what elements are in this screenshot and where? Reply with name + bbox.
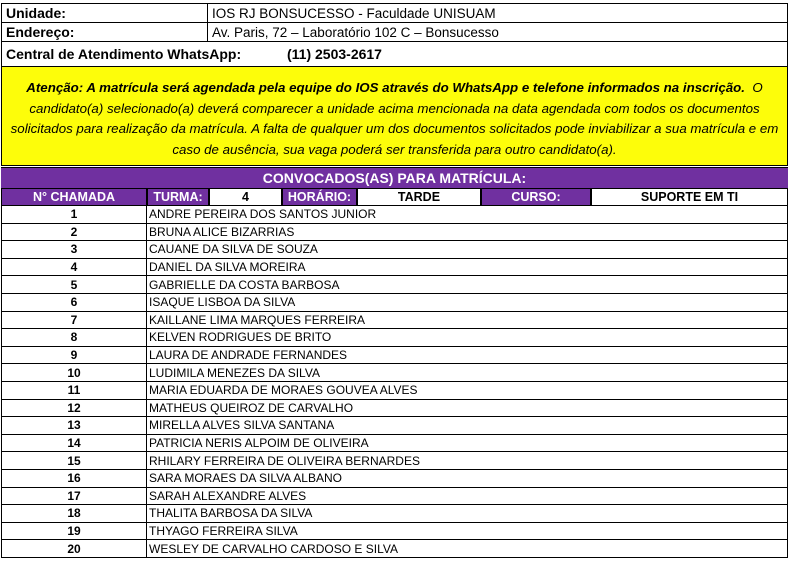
horario-value: TARDE [357, 188, 481, 206]
endereco-value: Av. Paris, 72 – Laboratório 102 C – Bonsucesso [212, 24, 499, 40]
call-number: 16 [1, 470, 147, 488]
call-number: 14 [1, 435, 147, 453]
table-row [1, 505, 788, 523]
table-row [1, 470, 788, 488]
candidate-name: KELVEN RODRIGUES DE BRITO [147, 329, 788, 347]
table-row [1, 276, 788, 294]
curso-label: CURSO: [481, 188, 591, 206]
candidate-name: MIRELLA ALVES SILVA SANTANA [147, 417, 788, 435]
turma-value: 4 [209, 188, 282, 206]
table-row [1, 417, 788, 435]
table-row [1, 312, 788, 330]
call-number: 12 [1, 400, 147, 418]
endereco-label: Endereço: [6, 24, 75, 40]
candidate-name: ISAQUE LISBOA DA SILVA [147, 294, 788, 312]
candidate-name: BRUNA ALICE BIZARRIAS [147, 224, 788, 242]
col-num-header: N° CHAMADA [1, 188, 147, 206]
call-number: 9 [1, 347, 147, 365]
central-phone: (11) 2503-2617 [287, 46, 382, 62]
call-number: 3 [1, 241, 147, 259]
turma-label: TURMA: [147, 188, 209, 206]
candidate-name: THYAGO FERREIRA SILVA [147, 523, 788, 541]
call-number: 6 [1, 294, 147, 312]
candidate-name: MARIA EDUARDA DE MORAES GOUVEA ALVES [147, 382, 788, 400]
call-number: 8 [1, 329, 147, 347]
call-number: 18 [1, 505, 147, 523]
candidate-name: PATRICIA NERIS ALPOIM DE OLIVEIRA [147, 435, 788, 453]
table-row [1, 364, 788, 382]
divider [207, 4, 208, 22]
call-number: 11 [1, 382, 147, 400]
notice-bold: Atenção: A matrícula será agendada pela equipe do IOS através do WhatsApp e telefone informados na inscrição. [26, 80, 745, 95]
candidate-name: CAUANE DA SILVA DE SOUZA [147, 241, 788, 259]
table-row [1, 400, 788, 418]
candidate-name: THALITA BARBOSA DA SILVA [147, 505, 788, 523]
call-number: 1 [1, 206, 147, 224]
table-row [1, 347, 788, 365]
central-label: Central de Atendimento WhatsApp: [6, 46, 242, 62]
table-row [1, 329, 788, 347]
table-row [1, 452, 788, 470]
candidate-name: DANIEL DA SILVA MOREIRA [147, 259, 788, 277]
table-row [1, 259, 788, 277]
unidade-label: Unidade: [6, 5, 66, 21]
candidate-name: MATHEUS QUEIROZ DE CARVALHO [147, 400, 788, 418]
call-number: 17 [1, 488, 147, 506]
horario-label: HORÁRIO: [282, 188, 357, 206]
call-number: 15 [1, 452, 147, 470]
candidate-name: WESLEY DE CARVALHO CARDOSO E SILVA [147, 540, 788, 558]
curso-value: SUPORTE EM TI [591, 188, 788, 206]
divider [207, 23, 208, 41]
table-row [1, 488, 788, 506]
table-row [1, 540, 788, 558]
table-row [1, 294, 788, 312]
table-row [1, 435, 788, 453]
candidate-name: RHILARY FERREIRA DE OLIVEIRA BERNARDES [147, 452, 788, 470]
candidate-name: KAILLANE LIMA MARQUES FERREIRA [147, 312, 788, 330]
table-row [1, 206, 788, 224]
candidate-name: LUDIMILA MENEZES DA SILVA [147, 364, 788, 382]
endereco-row [1, 22, 788, 42]
candidate-name: GABRIELLE DA COSTA BARBOSA [147, 276, 788, 294]
table-row [1, 382, 788, 400]
call-number: 4 [1, 259, 147, 277]
table-row [1, 224, 788, 242]
table-row [1, 241, 788, 259]
candidate-name: SARAH ALEXANDRE ALVES [147, 488, 788, 506]
table-row [1, 523, 788, 541]
call-number: 5 [1, 276, 147, 294]
candidate-name: ANDRE PEREIRA DOS SANTOS JUNIOR [147, 206, 788, 224]
candidate-name: SARA MORAES DA SILVA ALBANO [147, 470, 788, 488]
unidade-value: IOS RJ BONSUCESSO - Faculdade UNISUAM [212, 5, 496, 21]
central-row [1, 41, 788, 66]
call-number: 19 [1, 523, 147, 541]
call-number: 2 [1, 224, 147, 242]
attention-notice [1, 66, 788, 166]
call-number: 7 [1, 312, 147, 330]
candidate-name: LAURA DE ANDRADE FERNANDES [147, 347, 788, 365]
call-number: 13 [1, 417, 147, 435]
notice-text: O candidato(a) selecionado(a) deverá comparecer a unidade acima mencionada na data agendada com todos os documentos solicitados para realização da matrícula. A falta de qualquer um dos documentos solicitados pode inviabilizar a sua matrícula e em caso de ausência, sua vaga poderá ser transferida para outro candidato(a). [10, 80, 779, 157]
call-number: 10 [1, 364, 147, 382]
unidade-row [1, 3, 788, 23]
call-number: 20 [1, 540, 147, 558]
convocados-banner: CONVOCADOS(AS) PARA MATRÍCULA: [1, 167, 788, 188]
